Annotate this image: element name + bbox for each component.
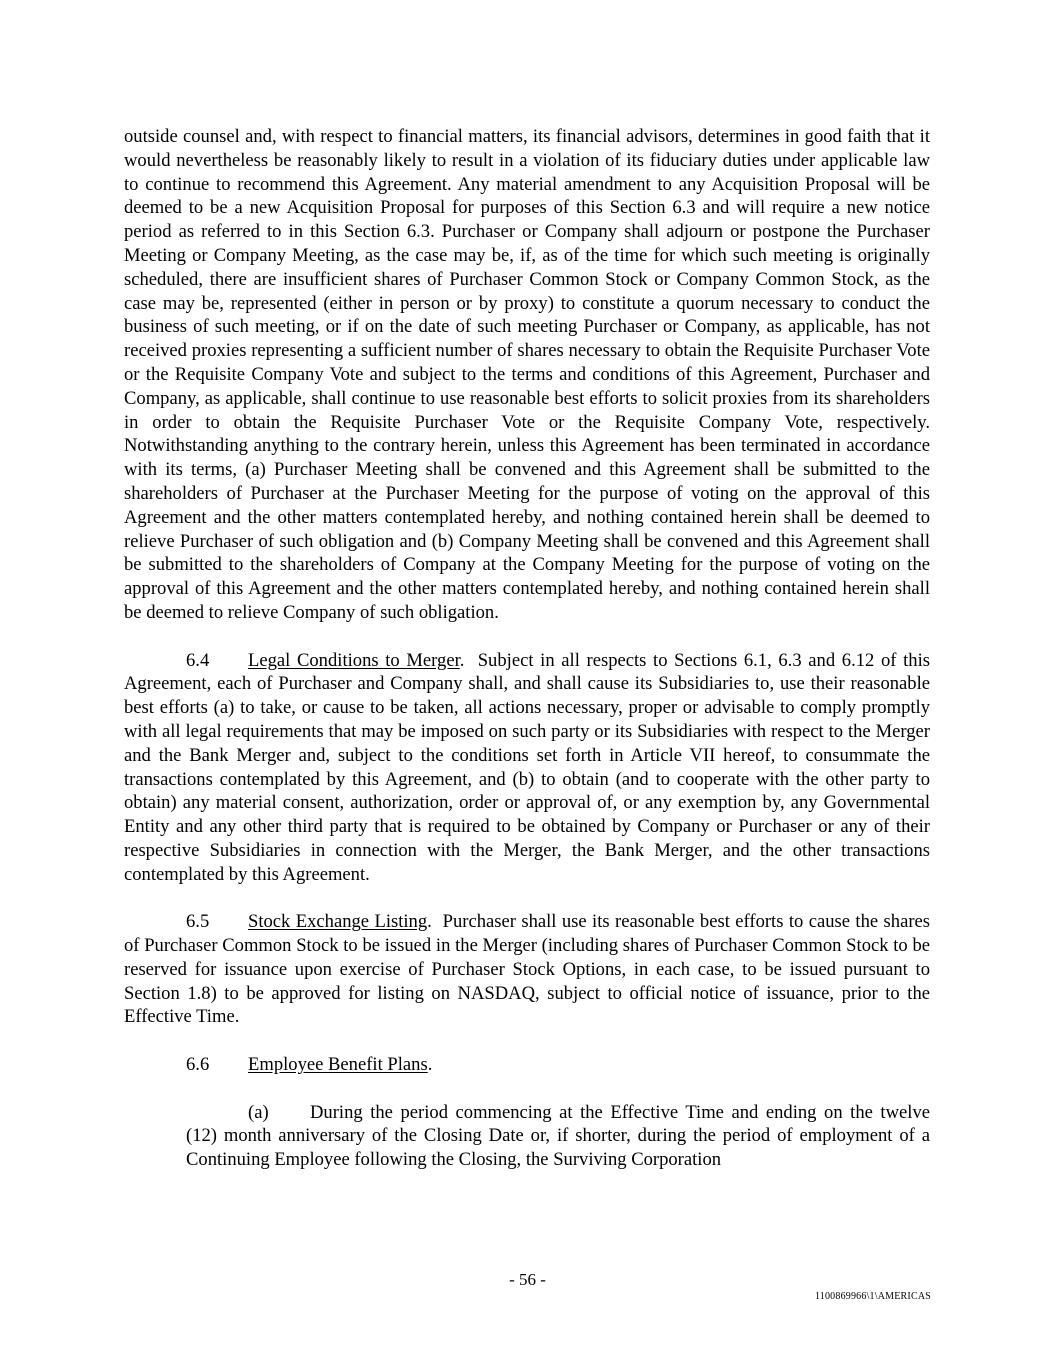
section-6-5 [124, 910, 935, 1029]
section-body: Purchaser shall use its reasonable best efforts to cause the shares of Purchaser Common Stock to be issued in the Merger (including shares of Purchaser Common Stock to be reserved for issuance upon exercise of Purchaser Stock Options, in each case, to be issued pursuant to Section 1.8) to be approved for listing on NASDAQ, subject to official notice of issuance, prior to the Effective Time. [124, 911, 935, 1028]
subsection-a [186, 1101, 930, 1172]
section-number: 6.4 [186, 649, 210, 671]
section-heading: Employee Benefit Plans [248, 1054, 428, 1076]
section-heading: Legal Conditions to Merger [248, 649, 460, 671]
section-heading-punct: . [459, 649, 465, 671]
section-heading-punct: . [427, 911, 432, 933]
section-6-6 [124, 1053, 930, 1077]
document-id: 1100869966\1\AMERICAS [814, 1291, 931, 1302]
section-heading-punct: . [427, 1054, 433, 1076]
continuation-paragraph: outside counsel and, with respect to financial matters, its financial advisors, determines in good faith that it would nevertheless be reasonably likely to result in a violation of its fiduciary duties under applicable law to continue to recommend this Agreement. Any material amendment to any Acquisition Proposal will be deemed to be a new Acquisition Proposal for purposes of this Section 6.3 and will require a new notice period as referred to in this Section 6.3. Purchaser or Company shall adjourn or postpone the Purchaser Meeting or Company Meeting, as the case may be, if, as of the time for which such meeting is originally scheduled, there are insufficient shares of Purchaser Common Stock or Company Common Stock, as the case may be, represented (either in person or by proxy) to constitute a quorum necessary to conduct the business of such meeting, or if on the date of such meeting Purchaser or Company, as applicable, has not received proxies representing a sufficient number of shares necessary to obtain the Requisite Purchaser Vote or the Requisite Company Vote and subject to the terms and conditions of this Agreement, Purchaser and Company, as applicable, shall continue to use reasonable best efforts to solicit proxies from its shareholders in order to obtain the Requisite Purchaser Vote or the Requisite Company Vote, respectively. Notwithstanding anything to the contrary herein, unless this Agreement has been terminated in accordance with its terms, (a) Purchaser Meeting shall be convened and this Agreement shall be submitted to the shareholders of Purchaser at the Purchaser Meeting for the purpose of voting on the approval of this Agreement and the other matters contemplated hereby, and nothing contained herein shall be deemed to relieve Purchaser of such obligation and (b) Company Meeting shall be convened and this Agreement shall be submitted to the shareholders of Company at the Company Meeting for the purpose of voting on the approval of this Agreement and the other matters contemplated hereby, and nothing contained herein shall be deemed to relieve Company of such obligation. [124, 126, 930, 623]
section-heading: Stock Exchange Listing [248, 911, 428, 933]
section-number: 6.5 [186, 911, 210, 933]
section-number: 6.6 [186, 1054, 210, 1076]
page-number: - 56 - [509, 1270, 546, 1289]
document-body [124, 125, 935, 1172]
subsection-label: (a) [248, 1101, 269, 1123]
subsection-body: During the period commencing at the Effective Time and ending on the twelve (12) month anniversary of the Closing Date or, if shorter, during the period of employment of a Continuing Employee following the Closing, the Surviving Corporation [186, 1101, 930, 1171]
section-body: Subject in all respects to Sections 6.1, 6.3 and 6.12 of this Agreement, each of Purchaser and Company shall, and shall cause its Subsidiaries to, use their reasonable best efforts (a) to take, or cause to be taken, all actions necessary, proper or advisable to comply promptly with all legal requirements that may be imposed on such party or its Subsidiaries with respect to the Merger and the Bank Merger and, subject to the conditions set forth in Article VII hereof, to consummate the transactions contemplated by this Agreement, and (b) to obtain (and to cooperate with the other party to obtain) any material consent, authorization, order or approval of, or any exemption by, any Governmental Entity and any other third party that is required to be obtained by Company or Purchaser or any of their respective Subsidiaries in connection with the Merger, the Bank Merger, and the other transactions contemplated by this Agreement. [124, 649, 935, 885]
section-6-4 [124, 649, 935, 887]
